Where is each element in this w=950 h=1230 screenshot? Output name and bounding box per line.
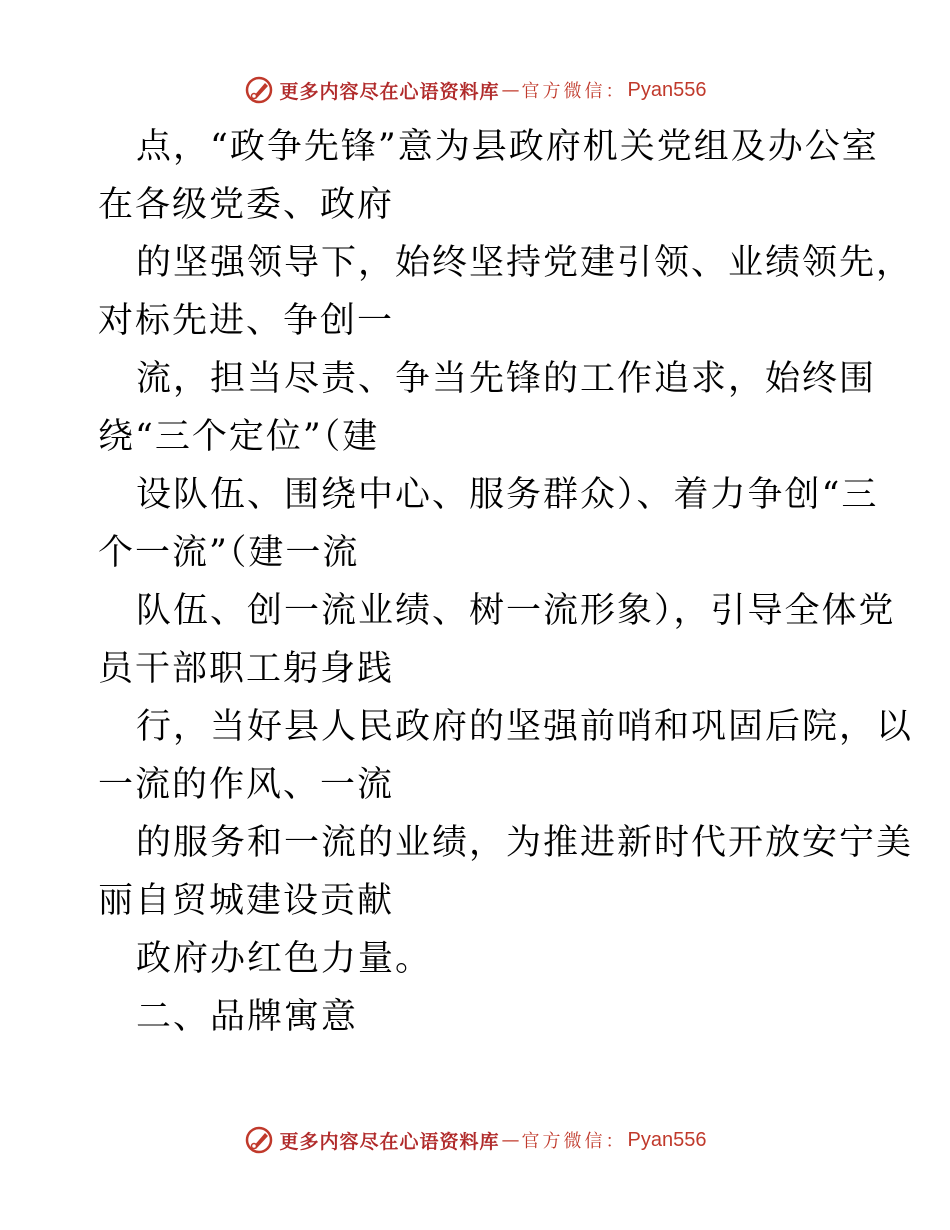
text-line: 的服务和一流的业绩，为推进新时代开放安宁美 [136, 823, 914, 863]
banner-wechat-id: Pyan556 [627, 78, 707, 101]
footer-watermark-banner [0, 1120, 950, 1160]
banner-main-text: 更多内容尽在心语资料库 [279, 80, 500, 103]
text-line: 绕“三个定位”（建 [98, 417, 380, 457]
text-line: 在各级党委、政府 [98, 185, 395, 225]
banner-dash: — [501, 79, 520, 101]
text-line: 队伍、创一流业绩、树一流形象），引导全体党 [136, 591, 896, 631]
pen-logo-icon [244, 75, 274, 105]
text-line: 行，当好县人民政府的坚强前哨和巩固后院，以 [136, 707, 914, 747]
banner-wechat-id: Pyan556 [627, 1128, 707, 1151]
banner-colon: ： [605, 1131, 624, 1152]
text-line: 一流的作风、一流 [98, 765, 395, 805]
section-heading: 二、品牌寓意 [136, 997, 359, 1037]
text-line: 员干部职工躬身践 [98, 649, 395, 689]
pen-logo-icon [244, 1125, 274, 1155]
header-watermark-banner [0, 70, 950, 110]
banner-official-text: 官方微信 [521, 81, 606, 102]
banner-main-text: 更多内容尽在心语资料库 [279, 1130, 500, 1153]
banner-official-text: 官方微信 [521, 1131, 606, 1152]
text-line: 的坚强领导下，始终坚持党建引领、业绩领先， [136, 243, 914, 283]
text-line: 对标先进、争创一 [98, 301, 395, 341]
banner-colon: ： [605, 81, 624, 102]
banner-dash: — [501, 1129, 520, 1151]
text-line: 个一流”（建一流 [98, 533, 360, 573]
text-line: 丽自贸城建设贡献 [98, 881, 395, 921]
text-line: 设队伍、围绕中心、服务群众）、着力争创“三 [136, 475, 879, 515]
text-line: 点，“政争先锋”意为县政府机关党组及办公室 [136, 127, 879, 167]
text-line: 政府办红色力量。 [136, 939, 433, 979]
text-line: 流，担当尽责、争当先锋的工作追求，始终围 [136, 359, 877, 399]
document-body [98, 118, 914, 1046]
